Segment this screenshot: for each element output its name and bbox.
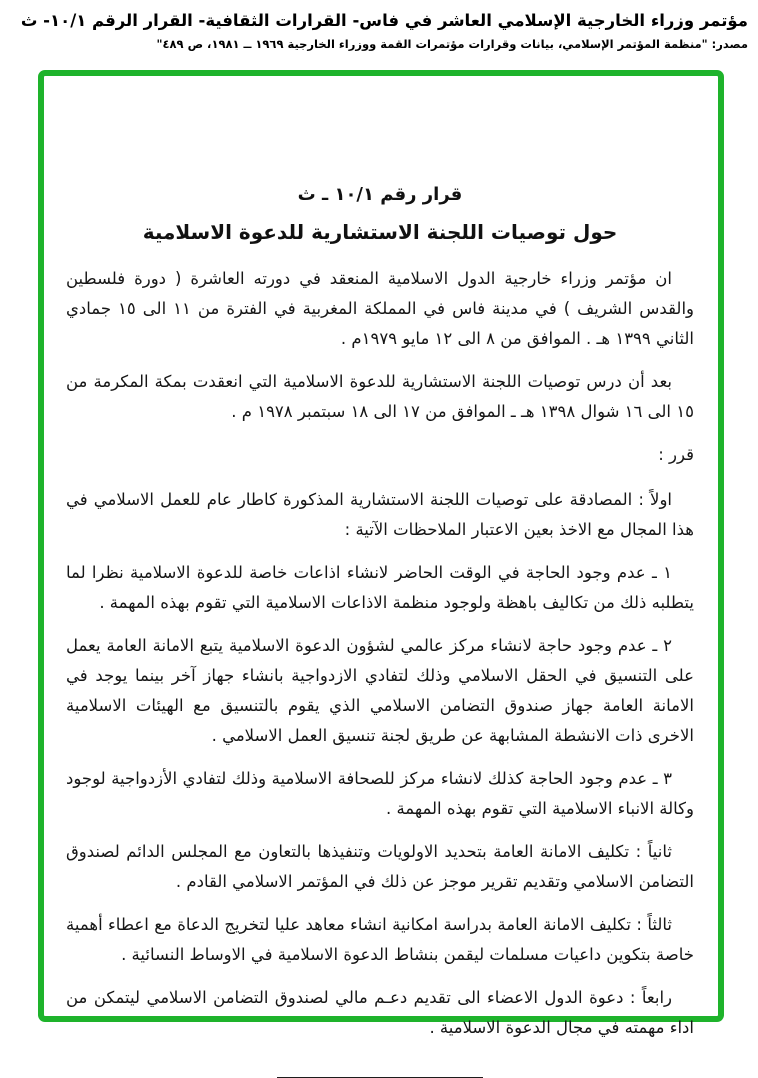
paragraph-second-clause: ثانياً : تكليف الامانة العامة بتحديد الاولويات وتنفيذها بالتعاون مع المجلس الدائم لصندوق التضامن الاسلامي وتقديم تقرير موجز عن ذلك في المؤتمر الاسلامي القادم .: [66, 842, 694, 892]
paragraph-third-clause: ثالثاً : تكليف الامانة العامة بدراسة امكانية انشاء معاهد عليا لتخريج الدعاة مع اعطاء أهمية خاصة بتكوين داعيات مسلمات ليقمن بنشاط الدعوة الاسلامية في الاوساط النسائية .: [66, 915, 694, 965]
source-citation: مصدر: "منظمة المؤتمر الإسلامي، بيانات وقرارات مؤتمرات القمة ووزراء الخارجية ١٩٦٩ ــ ١٩٨١، ص ٤٨٩": [156, 37, 748, 52]
paragraph-note-3: ٣ ـ عدم وجود الحاجة كذلك لانشاء مركز للصحافة الاسلامية وذلك لتفادي الأزدواجية لوجود وكالة الانباء الاسلامية التي تقوم بهذه المهمة .: [66, 769, 694, 819]
green-frame: [38, 70, 724, 1038]
decision-subject-title: حول توصيات اللجنة الاستشارية للدعوة الاسلامية: [142, 220, 618, 244]
paragraph-first-clause: اولاً : المصادقة على توصيات اللجنة الاستشارية المذكورة كاطار عام للعمل الاسلامي في هذا المجال مع الاخذ بعين الاعتبار الملاحظات الآتية :: [66, 490, 694, 540]
conference-title: مؤتمر وزراء الخارجية الإسلامي العاشر في فاس- القرارات الثقافية- القرار الرقم ١٠/١- ث: [20, 11, 748, 30]
paragraph-decides-label: قرر :: [658, 445, 694, 465]
decision-title-block: [66, 184, 694, 244]
paragraph-preamble-session: ان مؤتمر وزراء خارجية الدول الاسلامية المنعقد في دورته العاشرة ( دورة فلسطين والقدس الشريف ) في مدينة فاس في المملكة المغربية في الفترة من ١١ الى ١٥ جمادي الثاني ١٣٩٩ هـ . الموافق من ٨ الى ١٢ مايو ١٩٧٩م .: [66, 269, 695, 349]
document-header: [10, 10, 748, 51]
paragraph-note-1: ١ ـ عدم وجود الحاجة في الوقت الحاضر لانشاء اذاعات خاصة للدعوة الاسلامية نظرا لما يتطلبه ذلك من تكاليف باهظة ولوجود منظمة الاذاعات الاسلامية التي تقوم بهذه المهمة .: [66, 563, 694, 613]
paragraph-note-2: ٢ ـ عدم وجود حاجة لانشاء مركز عالمي لشؤون الدعوة الاسلامية يتبع الامانة العامة يعمل على التنسيق في الحقل الاسلامي وذلك لتفادي الازدواجية بانشاء جهاز آخر بينما يوجد في الامانة العامة جهاز صندوق التضامن الاسلامي الذي يقوم بالتنسيق مع الهيئات الاسلامية الاخرى ذات الانشطة المشابهة عن طريق لجنة تنسيق العمل الاسلامي .: [66, 636, 694, 746]
decision-content: [44, 76, 718, 1078]
decision-body: [66, 264, 694, 1043]
paragraph-preamble-study: بعد أن درس توصيات اللجنة الاستشارية للدعوة الاسلامية التي انعقدت بمكة المكرمة من ١٥ الى ١٦ شوال ١٣٩٨ هـ ـ الموافق من ١٧ الى ١٨ سبتمبر ١٩٧٨ م .: [66, 372, 694, 422]
paragraph-fourth-clause: رابعاً : دعوة الدول الاعضاء الى تقديم دعـم مالي لصندوق التضامن الاسلامي ليتمكن من اداء مهمته في مجال الدعوة الاسلامية .: [66, 988, 694, 1038]
decision-number-title: قرار رقم ١٠/١ ـ ث: [297, 184, 463, 205]
